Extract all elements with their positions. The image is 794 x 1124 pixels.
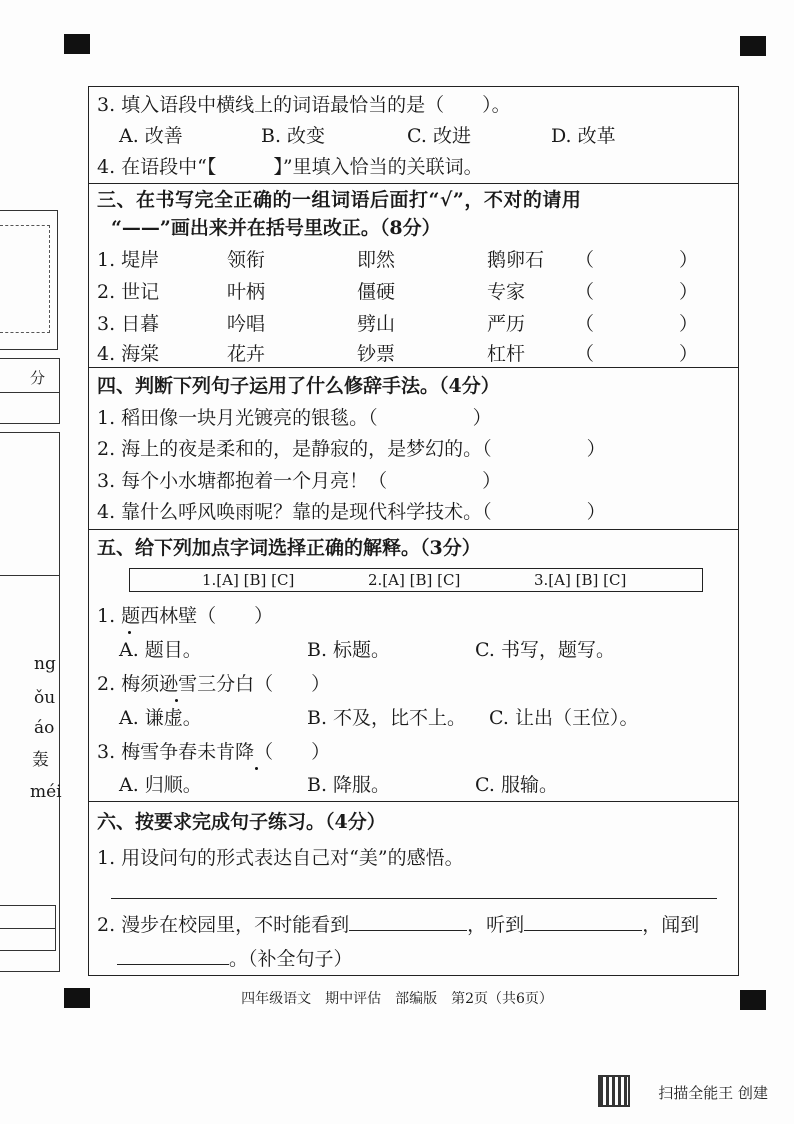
word-row-3-label: 3. 日暮 xyxy=(97,313,160,335)
word-row-2-w4: 专家 xyxy=(487,281,526,303)
blank-smell[interactable] xyxy=(117,946,229,965)
rhetoric-item-2: 2. 海上的夜是柔和的，是静寂的，是梦幻的。（ ） xyxy=(97,438,606,460)
pinyin-fragment: ǒu xyxy=(34,688,56,708)
answer-bubbles-3: 3.[A] [B] [C] xyxy=(534,571,627,589)
answer-bubbles-2: 2.[A] [B] [C] xyxy=(368,571,461,589)
section-5-title: 五、给下列加点字词选择正确的解释。（3分） xyxy=(97,537,481,559)
sentence-q1: 1. 用设问句的形式表达自己对“美”的感悟。 xyxy=(97,847,464,869)
pinyin-fragment: ng xyxy=(34,654,56,674)
question-3-fill-word: 3. 填入语段中横线上的词语最恰当的是（ ）。 xyxy=(97,94,511,116)
word-row-3-w3: 劈山 xyxy=(357,313,396,335)
word-row-2-w3: 僵硬 xyxy=(357,281,396,303)
correction-paren-open: （ xyxy=(575,343,595,365)
word-row-1-label: 1. 堤岸 xyxy=(97,249,160,271)
section-3-title-line2: “——”画出来并在括号里改正。（8分） xyxy=(111,217,441,239)
section-5 xyxy=(89,529,738,802)
blank-see[interactable] xyxy=(349,912,467,931)
word-row-2-w2: 叶柄 xyxy=(227,281,266,303)
word-row-1-w2: 领衔 xyxy=(227,249,266,271)
section-3 xyxy=(89,183,738,368)
qr-code-icon xyxy=(598,1075,630,1107)
pinyin-fragment: méi xyxy=(30,782,62,802)
explain-q3-option-b: B. 降服。 xyxy=(307,774,391,796)
explain-q2-option-b: B. 不及，比不上。 xyxy=(307,707,467,729)
answer-line[interactable] xyxy=(111,898,717,899)
word-row-4-w2: 花卉 xyxy=(227,343,266,365)
word-row-3-w2: 吟唱 xyxy=(227,313,266,335)
correction-paren-close: ） xyxy=(679,343,699,365)
q3-option-c: C. 改进 xyxy=(407,125,471,147)
section-4 xyxy=(89,367,738,530)
section-3-title-line1: 三、在书写完全正确的一组词语后面打“√”，不对的请用 xyxy=(97,189,582,211)
rhetoric-item-1: 1. 稻田像一块月光镀亮的银毯。（ ） xyxy=(97,407,492,429)
word-row-4-w4: 杠杆 xyxy=(487,343,526,365)
correction-paren-open: （ xyxy=(575,249,595,271)
exam-content-frame xyxy=(88,86,739,976)
sentence-q2: 2. 漫步在校园里，不时能看到 ，听到 ，闻到 xyxy=(97,914,700,936)
pinyin-fragment: áo xyxy=(34,718,55,738)
explain-q3-option-c: C. 服输。 xyxy=(475,774,558,796)
explain-q1: 1. 题西林壁（ ） xyxy=(97,605,274,627)
explain-q3-option-a: A. 归顺。 xyxy=(119,774,202,796)
word-row-1-w4: 鹅卵石 xyxy=(487,249,545,271)
explain-q1-option-c: C. 书写，题写。 xyxy=(475,639,615,661)
explain-q1-option-a: A. 题目。 xyxy=(119,639,202,661)
correction-paren-close: ） xyxy=(679,313,699,335)
rhetoric-item-3: 3. 每个小水塘都抱着一个月亮！（ ） xyxy=(97,470,502,492)
sentence-q2-cont: 。（补全句子） xyxy=(117,946,353,971)
registration-mark-top-right xyxy=(740,36,766,56)
explain-q2-option-c: C. 让出（王位）。 xyxy=(489,707,639,729)
correction-paren-open: （ xyxy=(575,281,595,303)
explain-q2-option-a: A. 谦虚。 xyxy=(119,707,202,729)
registration-mark-top-left xyxy=(64,34,90,54)
correction-paren-close: ） xyxy=(679,281,699,303)
emphasis-dot xyxy=(255,767,258,770)
emphasis-dot xyxy=(175,699,178,702)
question-4-conjunction: 4. 在语段中“【 】”里填入恰当的关联词。 xyxy=(97,156,483,178)
char-fragment: 轰 xyxy=(32,750,49,770)
emphasis-dot xyxy=(128,631,131,634)
section-6-title: 六、按要求完成句子练习。（4分） xyxy=(97,811,386,833)
answer-bubble-box xyxy=(129,568,703,592)
explain-q3: 3. 梅雪争春未肯降（ ） xyxy=(97,741,331,763)
word-row-3-w4: 严历 xyxy=(487,313,526,335)
explain-q1-option-b: B. 标题。 xyxy=(307,639,391,661)
correction-paren-open: （ xyxy=(575,313,595,335)
section-4-title: 四、判断下列句子运用了什么修辞手法。（4分） xyxy=(97,375,500,397)
score-label: 分 xyxy=(30,369,46,387)
word-row-2-label: 2. 世记 xyxy=(97,281,160,303)
word-row-1-w3: 即然 xyxy=(357,249,396,271)
explain-q2: 2. 梅须逊雪三分白（ ） xyxy=(97,673,331,695)
blank-hear[interactable] xyxy=(524,912,642,931)
q3-option-b: B. 改变 xyxy=(261,125,326,147)
page-footer: 四年级语文 期中评估 部编版 第2页（共6页） xyxy=(241,991,553,1007)
section-6 xyxy=(89,801,738,978)
scanner-watermark: 扫描全能王 创建 xyxy=(658,1084,768,1102)
q3-option-d: D. 改革 xyxy=(551,125,616,147)
rhetoric-item-4: 4. 靠什么呼风唤雨呢？靠的是现代科学技术。（ ） xyxy=(97,501,606,523)
word-row-4-w3: 钞票 xyxy=(357,343,396,365)
correction-paren-close: ） xyxy=(679,249,699,271)
q3-option-a: A. 改善 xyxy=(119,125,183,147)
word-row-4-label: 4. 海棠 xyxy=(97,343,160,365)
answer-bubbles-1: 1.[A] [B] [C] xyxy=(202,571,295,589)
